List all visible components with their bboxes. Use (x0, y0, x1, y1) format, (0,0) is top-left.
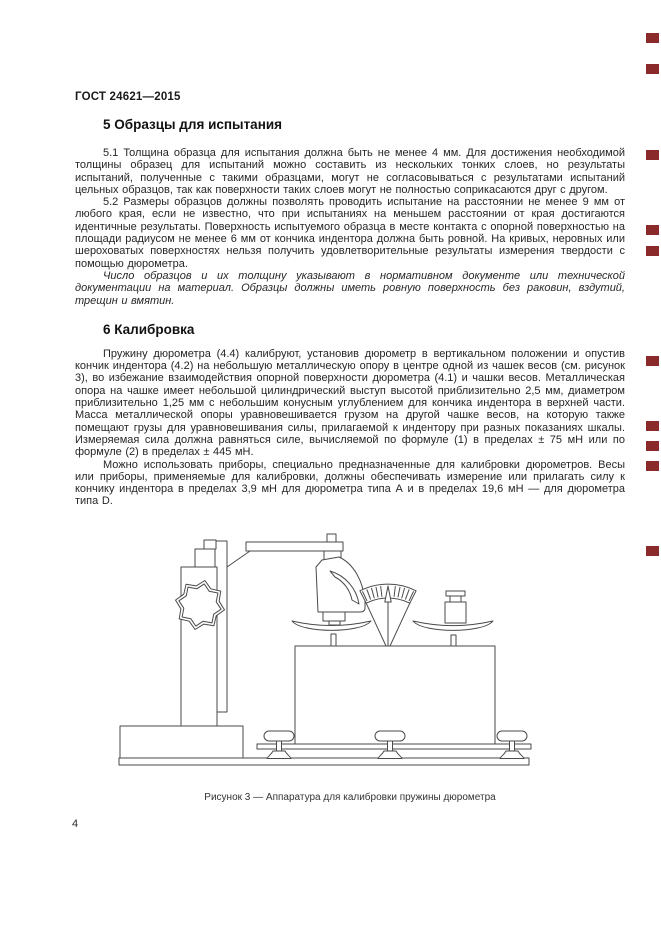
calibration-apparatus-drawing (100, 527, 560, 769)
foot-rail (257, 744, 531, 749)
margin-mark (646, 356, 659, 366)
document-header: ГОСТ 24621—2015 (75, 91, 181, 103)
paragraph-note-italic: Число образцов и их толщину указывают в нормативном документе или технической документации на материал. Образцы должны иметь ровную поверхность без раковин, вздутий, трещин и вмятин. (75, 269, 625, 307)
paragraph-6-2: Можно использовать приборы, специально предназначенные для калибровки дюрометров. Весы или приборы, применяемые для калибровки, должны обеспечивать измерение или прилагать силу к кончику индентора в пределах 3,9 мН для дюрометра типа А и в пределах 19,6 мН — для дюрометра типа D. (75, 458, 625, 508)
page-number: 4 (72, 818, 79, 830)
fan-scale-with-needle (360, 584, 416, 646)
paragraph-6-1: Пружину дюрометра (4.4) калибруют, установив дюрометр в вертикальном положении и опустив кончик индентора (4.2) на небольшую металлическую опору в центре одной из чашек весов (см. рисунок 3), во избежание взаимодействия опорной поверхности дюрометра (4.1) и чашки весов. Металлическая опора на чашке имеет небольшой цилиндрический выступ высотой приблизительно 2,5 мм, диаметром приблизительно 1,25 мм с небольшим конусным углублением для кончика индентора в верхней части. Масса металлической опоры уравновешивается грузом на другой чашке весов, на которую также помещают грузы для уравновешивания силы, прилагаемой к индентору при разных показаниях шкалы. Измеряемая сила должна равняться силе, вычисляемой по формуле (1) в пределах ± 75 мН или по формуле (2) в пределах ± 445 мН. (75, 347, 625, 459)
stand-column (181, 540, 227, 727)
margin-mark (646, 441, 659, 451)
stand-base (120, 726, 243, 758)
margin-mark (646, 246, 659, 256)
figure-3 (100, 527, 560, 769)
calibration-weight (445, 591, 466, 623)
section-5-heading: 5 Образцы для испытания (103, 117, 283, 132)
durometer-with-dial (316, 557, 365, 625)
margin-mark (646, 64, 659, 74)
text-column (75, 91, 625, 508)
margin-mark (646, 421, 659, 431)
paragraph-5-1: 5.1 Толщина образца для испытания должна быть не менее 4 мм. Для достижения необходимой толщины образец для испытаний можно составить из нескольких тонких слоев, но результаты испытаний, полученные с такими образцами, могут не согласовываться с результатами испытаний цельных образцов, так как поверхности таких слоев могут не полностью соприкасаются друг с другом. (75, 147, 625, 196)
margin-mark (646, 225, 659, 235)
figure-caption: Рисунок 3 — Аппаратура для калибровки пружины дюрометра (204, 792, 496, 803)
margin-mark (646, 546, 659, 556)
balance-box (295, 646, 495, 745)
base-plate (119, 758, 529, 765)
margin-mark (646, 461, 659, 471)
margin-mark (646, 150, 659, 160)
section-6-heading: 6 Калибровка (103, 321, 195, 337)
right-balance-pan (413, 621, 493, 646)
margin-mark (646, 33, 659, 43)
paragraph-5-2: 5.2 Размеры образцов должны позволять проводить испытание на расстоянии не менее 9 мм от любого края, если не известно, что при испытаниях на меньшем расстоянии от края достигаются идентичные результаты. Поверхность испытуемого образца в месте контакта с опорной поверхностью на площади радиусом не менее 6 мм от кончика индентора должна быть ровной. На кривых, неровных или шероховатых поверхностях нельзя получить удовлетворительные результаты измерения твердости с помощью дюрометра. (75, 196, 625, 270)
